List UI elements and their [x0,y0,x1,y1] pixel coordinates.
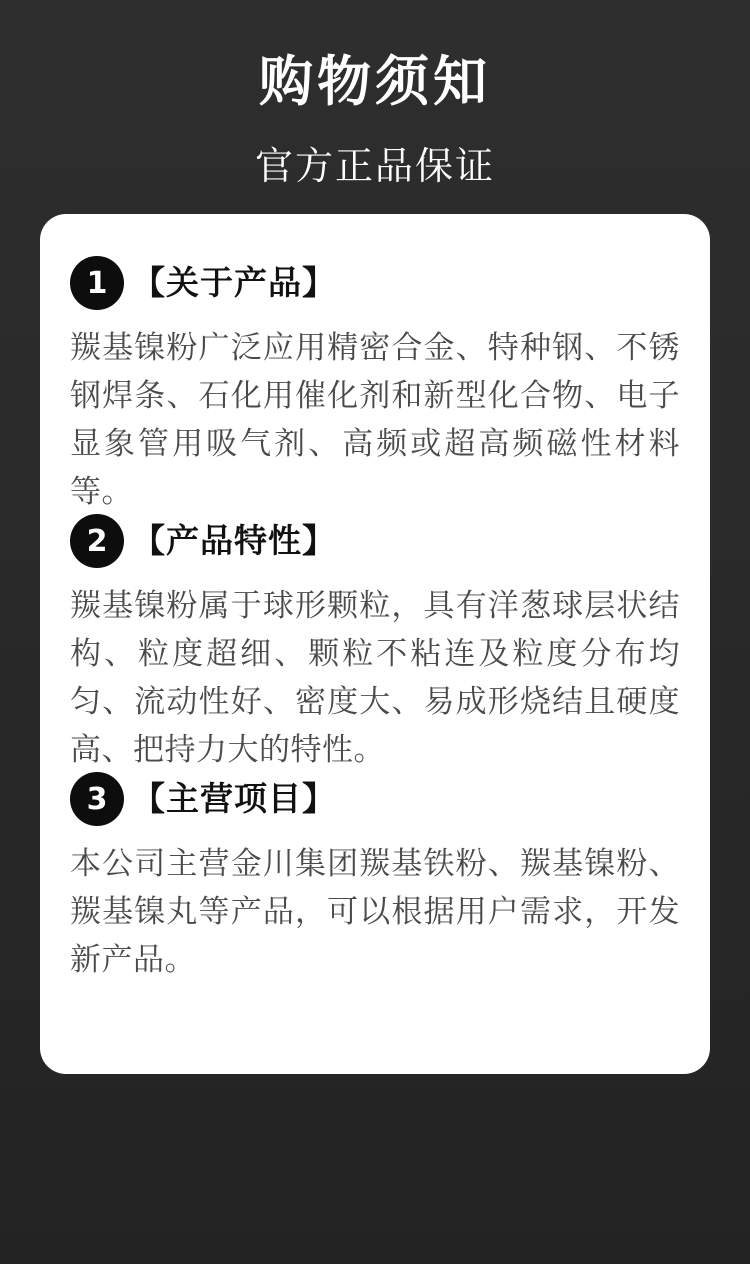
section-title: 【主营项目】 [132,780,336,818]
page-title: 购物须知 [259,52,491,112]
section-heading [70,514,680,568]
section-product-features [70,514,680,774]
step-number-badge: 2 [70,514,124,568]
info-card [40,214,710,1074]
section-heading [70,256,680,310]
section-body: 羰基镍粉属于球形颗粒，具有洋葱球层状结构、粒度超细、颗粒不粘连及粒度分布均匀、流动性好、密度大、易成形烧结且硬度高、把持力大的特性。 [70,588,680,768]
step-number-badge: 3 [70,772,124,826]
step-number-badge: 1 [70,256,124,310]
section-title: 【关于产品】 [132,263,336,301]
section-main-business [70,772,680,984]
page-subtitle: 官方正品保证 [254,145,495,188]
section-body: 本公司主营金川集团羰基铁粉、羰基镍粉、羰基镍丸等产品，可以根据用户需求，开发新产品。 [70,846,680,978]
section-about-product [70,256,680,516]
section-title: 【产品特性】 [132,522,336,560]
section-body: 羰基镍粉广泛应用精密合金、特种钢、不锈钢焊条、石化用催化剂和新型化合物、电子显象管用吸气剂、高频或超高频磁性材料等。 [70,330,680,510]
section-heading [70,772,680,826]
page-header [0,0,750,190]
